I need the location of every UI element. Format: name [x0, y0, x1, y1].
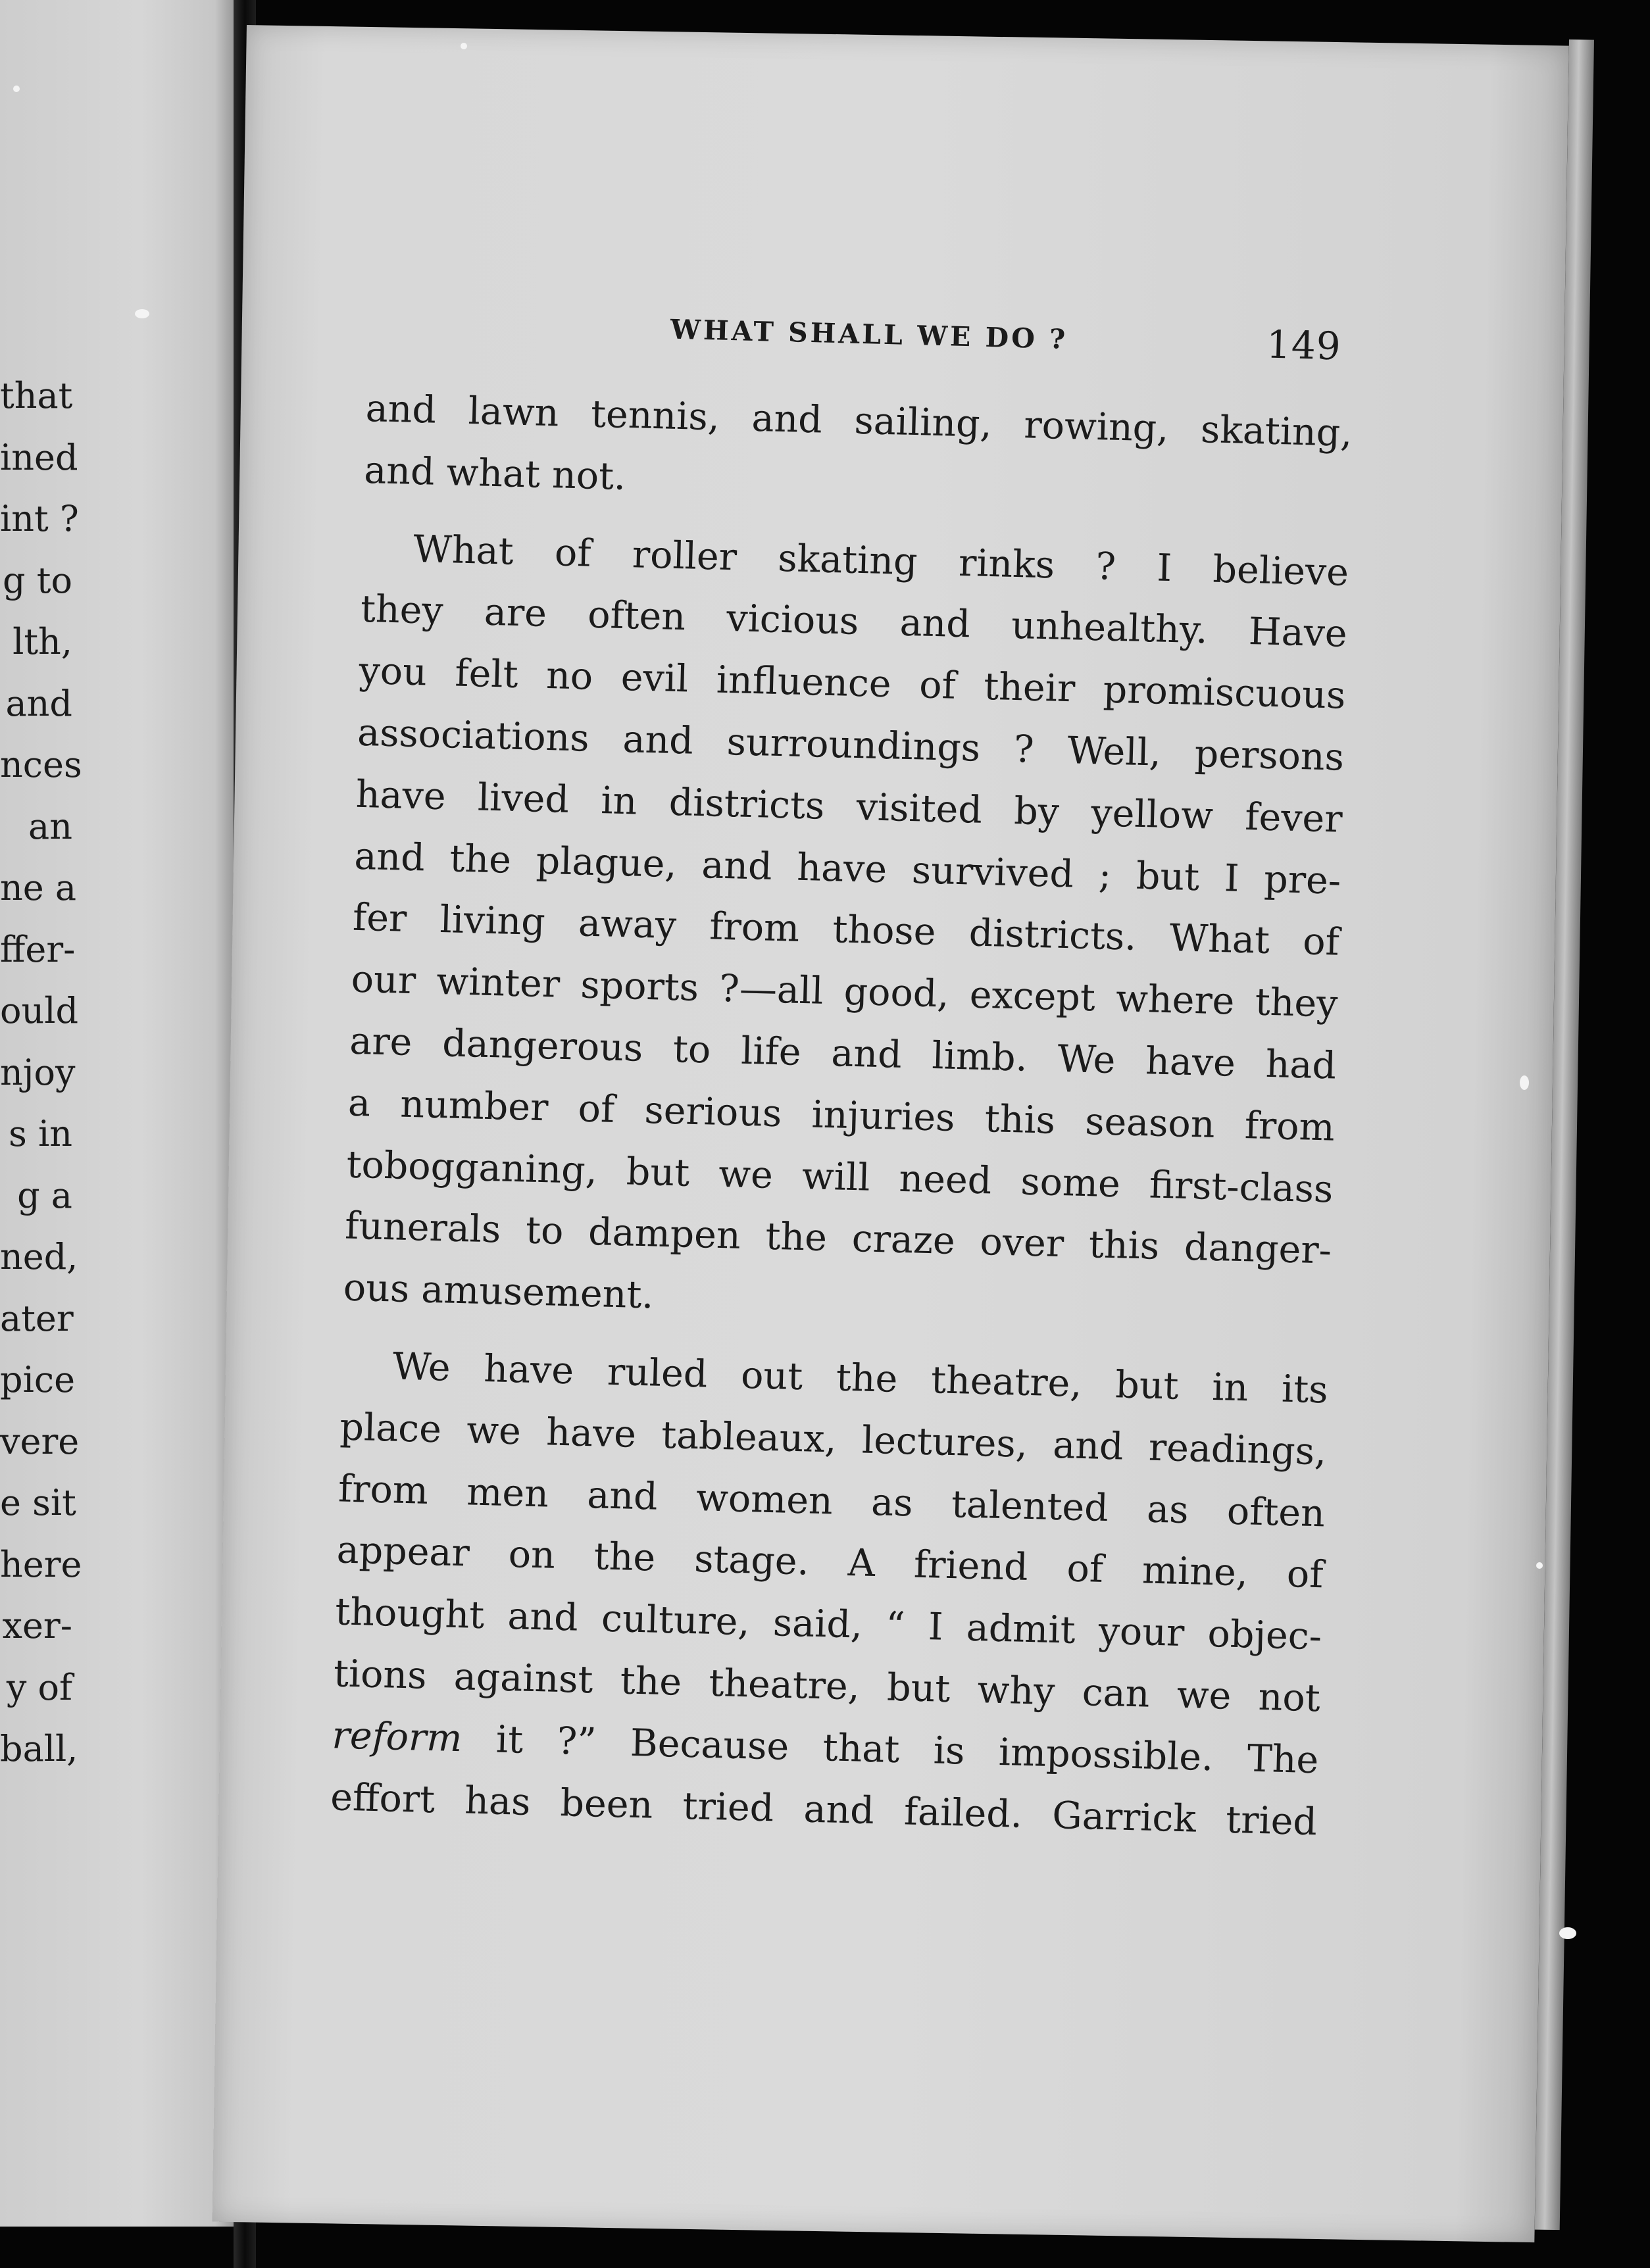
left-fragment: ned, [0, 1236, 78, 1277]
italic-word: reform [331, 1713, 463, 1761]
text-line: appear on the stage. A friend of mine, of [336, 1528, 1324, 1597]
text-line: thought and culture, said, “ I admit your objec- [334, 1590, 1322, 1659]
text-line: our winter sports ?—all good, except where they [350, 957, 1339, 1026]
scan-speck [1520, 1075, 1529, 1090]
text-line: tobogganing, but we will need some first-class [345, 1143, 1334, 1212]
left-fragment: ould [0, 990, 79, 1031]
left-fragment: an [28, 805, 72, 847]
left-fragment: int ? [0, 498, 79, 539]
left-fragment: njoy [0, 1051, 76, 1093]
left-fragment: ffer- [0, 928, 76, 970]
text-line: you felt no evil influence of their promiscuous [358, 649, 1347, 718]
left-fragment: nces [0, 744, 82, 785]
left-fragment: y of [6, 1666, 72, 1708]
page-text-block [330, 299, 1355, 1854]
text-line: ous amusement. [343, 1266, 655, 1318]
left-fragment: xer- [2, 1605, 72, 1646]
text-line: funerals to dampen the craze over this danger- [344, 1204, 1332, 1273]
page-number: 149 [1266, 322, 1342, 369]
left-fragment: that [0, 375, 73, 416]
text-line: place we have tableaux, lectures, and readings, [339, 1405, 1327, 1474]
left-fragment: here [0, 1543, 82, 1585]
text-line: We have ruled out the theatre, but in its [392, 1344, 1329, 1412]
left-fragment: vere [0, 1420, 80, 1462]
left-page [0, 0, 234, 2227]
scan-speck [1559, 1927, 1576, 1939]
running-title: WHAT SHALL WE DO ? [670, 313, 1068, 355]
scan-speck [135, 309, 149, 318]
left-fragment: and [5, 682, 72, 724]
text-line: have lived in districts visited by yellow fever [355, 772, 1343, 841]
left-fragment: ne a [0, 867, 77, 908]
scan-speck [461, 43, 467, 49]
text-line: from men and women as talented as often [338, 1466, 1326, 1535]
text-line: they are often vicious and unhealthy. Have [360, 587, 1348, 656]
left-fragment: ater [0, 1297, 74, 1339]
scan-speck [1536, 1562, 1543, 1569]
text-line: tions against the theatre, but why can we not [333, 1652, 1321, 1721]
left-fragment: lth, [12, 621, 72, 662]
text-line: What of roller skating rinks ? I believe [413, 527, 1349, 595]
text-line: a number of serious injuries this season from [347, 1081, 1336, 1150]
text-line: and the plague, and have survived ; but I pre- [353, 834, 1341, 903]
left-fragment: g to [3, 559, 72, 601]
text-line: and what not. [363, 448, 626, 499]
left-fragment: e sit [0, 1482, 76, 1523]
left-page-text-fragments [0, 365, 82, 1780]
text-line: and lawn tennis, and sailing, rowing, skating, [364, 386, 1353, 455]
text-line-remainder: it ?” Because that is impossible. The [495, 1717, 1320, 1782]
left-fragment: pice [0, 1359, 76, 1400]
text-line: associations and surroundings ? Well, persons [357, 710, 1345, 779]
left-fragment: ined [0, 436, 78, 478]
left-fragment: g a [17, 1174, 72, 1216]
left-fragment: s in [9, 1113, 72, 1154]
text-line: fer living away from those districts. What of [352, 896, 1340, 965]
scan-speck [13, 86, 20, 92]
left-fragment: ball, [0, 1728, 78, 1769]
text-line: effort has been tried and failed. Garrick tried [330, 1775, 1318, 1844]
text-line: are dangerous to life and limb. We have had [349, 1019, 1337, 1088]
body-text [330, 378, 1353, 1854]
